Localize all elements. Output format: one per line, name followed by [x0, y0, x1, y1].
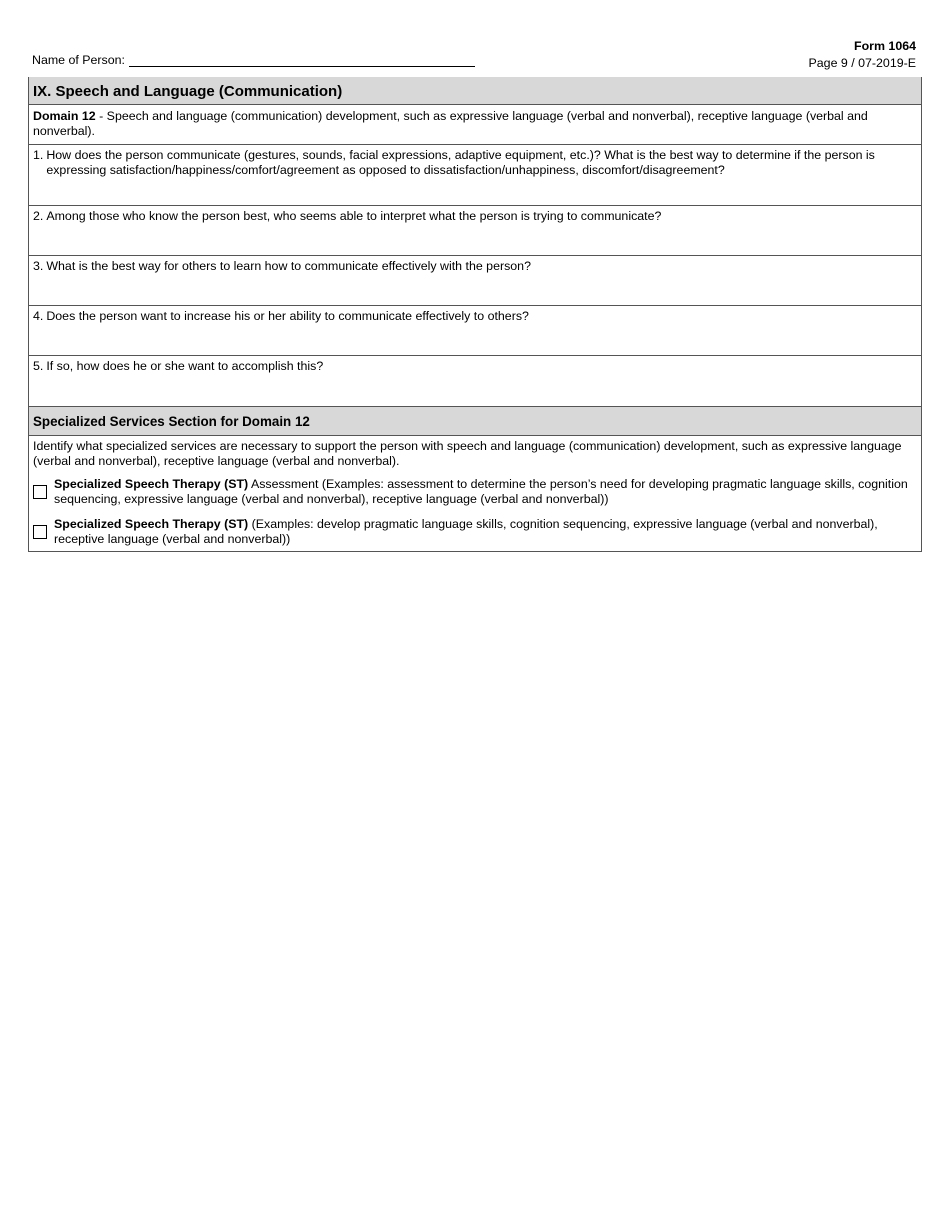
form-header — [809, 38, 916, 72]
st-therapy-label — [54, 517, 917, 547]
question-1-text: How does the person communicate (gestures, sounds, facial expressions, adaptive equipment, etc.)? What is the best way to determine if the person is expressing satisfaction/happiness/comfort/agreement as opposed to dissatisfaction/unhappiness, discomfort/disagreement? — [46, 148, 875, 177]
question-3-field[interactable] — [29, 255, 921, 305]
name-of-person-row — [32, 52, 475, 67]
question-1-field[interactable] — [29, 144, 921, 205]
form-number: Form 1064 — [854, 39, 916, 53]
question-5-field[interactable] — [29, 355, 921, 406]
st-therapy-checkbox[interactable] — [33, 525, 47, 539]
question-3-text: What is the best way for others to learn how to communicate effectively with the person? — [46, 259, 531, 273]
question-4-number: 4. — [33, 309, 44, 323]
domain-description — [29, 104, 921, 144]
name-of-person-label: Name of Person: — [32, 53, 125, 67]
question-2-field[interactable] — [29, 205, 921, 255]
st-therapy-bold: Specialized Speech Therapy (ST) — [54, 517, 249, 531]
speech-language-form — [28, 77, 922, 552]
domain-label: Domain 12 — [33, 109, 96, 123]
page-info: Page 9 / 07-2019-E — [808, 56, 916, 70]
st-therapy-option — [33, 517, 917, 547]
question-3-number: 3. — [33, 259, 44, 273]
st-therapy-text: (Examples: develop pragmatic language skills, cognition sequencing, expressive language (verbal and nonverbal), receptive language (verbal and nonverbal)) — [54, 517, 878, 546]
st-assessment-label — [54, 477, 917, 507]
specialized-services-intro: Identify what specialized services are necessary to support the person with speech and language (communication) development, such as expressive language (verbal and nonverbal), receptive language (verbal and nonverbal). — [33, 439, 902, 468]
question-5-number: 5. — [33, 359, 44, 373]
question-1-number: 1. — [33, 148, 44, 162]
question-2-text: Among those who know the person best, who seems able to interpret what the person is trying to communicate? — [46, 209, 662, 223]
question-5-text: If so, how does he or she want to accomplish this? — [46, 359, 324, 373]
question-4-field[interactable] — [29, 305, 921, 355]
st-assessment-text: Assessment (Examples: assessment to determine the person’s need for developing pragmatic language skills, cognition sequencing, expressive language (verbal and nonverbal), receptive language (verbal and nonverbal)) — [54, 477, 908, 506]
domain-text: - Speech and language (communication) development, such as expressive language (verbal and nonverbal), receptive language (verbal and nonverbal). — [33, 109, 868, 138]
specialized-services-title: Specialized Services Section for Domain 12 — [29, 406, 921, 435]
specialized-services-body — [29, 435, 921, 551]
st-assessment-checkbox[interactable] — [33, 485, 47, 499]
question-4-text: Does the person want to increase his or her ability to communicate effectively to others? — [46, 309, 529, 323]
st-assessment-bold: Specialized Speech Therapy (ST) — [54, 477, 249, 491]
name-of-person-field[interactable] — [129, 52, 475, 67]
st-assessment-option — [33, 477, 917, 507]
section-title: IX. Speech and Language (Communication) — [29, 77, 921, 104]
question-2-number: 2. — [33, 209, 44, 223]
